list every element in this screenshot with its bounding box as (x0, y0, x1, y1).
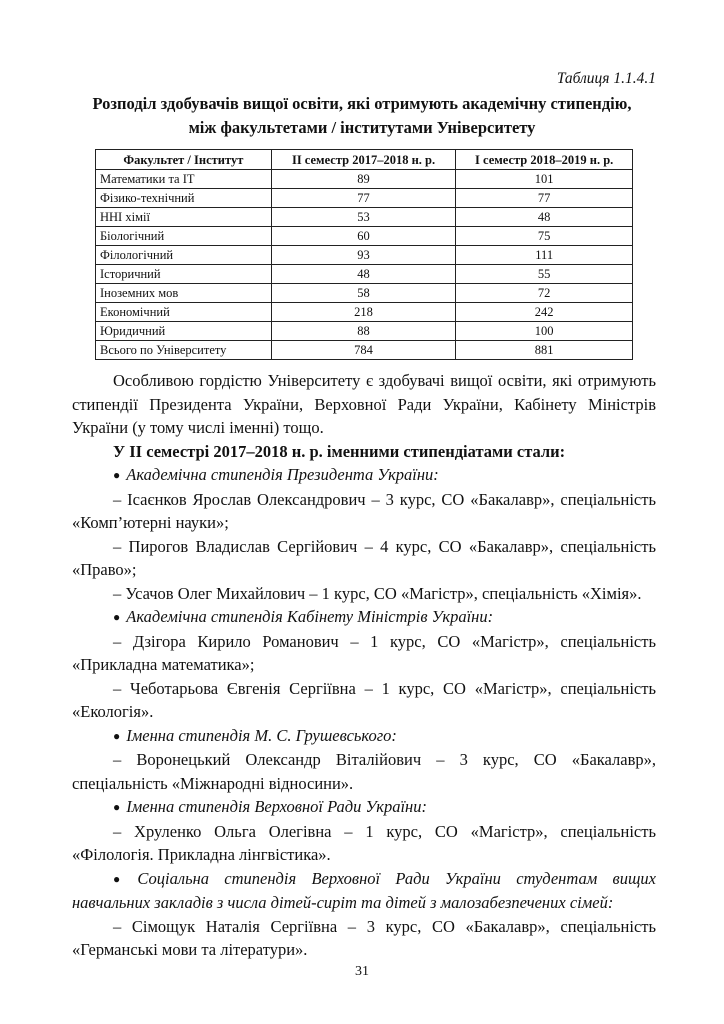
header-faculty: Факультет / Інститут (96, 150, 272, 170)
cell-value: 100 (456, 322, 633, 341)
bullet-icon: ● (113, 871, 132, 886)
bullet-heading: Академічна стипендія Кабінету Міністрів України: (126, 607, 494, 626)
cell-faculty: ННІ хімії (96, 208, 272, 227)
cell-value: 77 (456, 189, 633, 208)
list-item: – Усачов Олег Михайлович – 1 курс, СО «Магістр», спеціальність «Хімія». (113, 583, 642, 603)
cell-value: 55 (456, 265, 633, 284)
cell-value: 48 (456, 208, 633, 227)
cell-faculty: Біологічний (96, 227, 272, 246)
list-item: – Сімощук Наталія Сергіївна – 3 курс, СО «Бакалавр», спеціальність «Германські мови та літератури». (72, 916, 656, 959)
cell-value: 242 (456, 303, 633, 322)
header-semester-2-2017: ІІ семестр 2017–2018 н. р. (271, 150, 456, 170)
cell-value: 218 (271, 303, 456, 322)
cell-value: 77 (271, 189, 456, 208)
bullet-item (72, 463, 656, 488)
bullet-heading: Іменна стипендія М. С. Грушевського: (126, 725, 397, 745)
caption-line-2: між факультетами / інститутами Університету (188, 118, 536, 137)
cell-value: 48 (271, 265, 456, 284)
scholarship-table (95, 149, 633, 360)
table-number: Таблиця 1.1.4.1 (556, 70, 656, 87)
list-item: – Дзігора Кирило Романович – 1 курс, СО «Магістр», спеціальність «Прикладна математика»; (72, 631, 656, 674)
bullet-item (72, 867, 656, 915)
cell-value: 72 (456, 284, 633, 303)
bullet-item (72, 724, 656, 749)
cell-value: 60 (271, 227, 456, 246)
cell-value: 101 (456, 170, 633, 189)
bullet-icon: ● (113, 728, 121, 743)
table-row (96, 246, 633, 265)
cell-value: 881 (456, 341, 633, 360)
cell-faculty: Всього по Університету (96, 341, 272, 360)
cell-faculty: Математики та ІТ (96, 170, 272, 189)
table-row (96, 170, 633, 189)
table-row (96, 322, 633, 341)
cell-faculty: Іноземних мов (96, 284, 272, 303)
bullet-heading: Соціальна стипендія Верховної Ради України студентам вищих навчальних закладів з числа дітей-сиріт та дітей з малозабезпечених сімей: (72, 868, 656, 912)
list-item: – Пирогов Владислав Сергійович – 4 курс, СО «Бакалавр», спеціальність «Право»; (72, 536, 656, 579)
table-row (96, 303, 633, 322)
bullet-item (72, 605, 656, 630)
cell-value: 784 (271, 341, 456, 360)
list-item: – Воронецький Олександр Віталійович – 3 курс, СО «Бакалавр», спеціальність «Міжнародні відносини». (72, 750, 656, 793)
body-text (72, 369, 656, 962)
table-row (96, 208, 633, 227)
cell-faculty: Економічний (96, 303, 272, 322)
section-subheading: У ІІ семестрі 2017–2018 н. р. іменними стипендіатами стали: (113, 441, 566, 461)
bullet-icon: ● (113, 610, 121, 624)
list-item: – Хруленко Ольга Олегівна – 1 курс, СО «Магістр», спеціальність «Філологія. Прикладна лінгвістика». (72, 821, 656, 864)
cell-value: 89 (271, 170, 456, 189)
cell-faculty: Історичний (96, 265, 272, 284)
caption-line-1: Розподіл здобувачів вищої освіти, які отримують академічну стипендію, (92, 94, 632, 113)
table-row (96, 227, 633, 246)
cell-value: 58 (271, 284, 456, 303)
table-row (96, 265, 633, 284)
intro-paragraph: Особливою гордістю Університету є здобувачі вищої освіти, які отримують стипендії Президента України, Верховної Ради України, Кабінету Міністрів України (у тому числі іменні) тощо. (72, 371, 656, 437)
cell-faculty: Фізико-технічний (96, 189, 272, 208)
cell-value: 53 (271, 208, 456, 227)
cell-value: 93 (271, 246, 456, 265)
table-caption (60, 92, 664, 140)
cell-value: 75 (456, 227, 633, 246)
table-header-row (96, 150, 633, 170)
bullet-heading: Академічна стипендія Президента України: (126, 465, 439, 484)
page-number: 31 (355, 964, 369, 979)
table-total-row (96, 341, 633, 360)
header-semester-1-2018: І семестр 2018–2019 н. р. (456, 150, 633, 170)
bullet-item (72, 795, 656, 820)
list-item: – Чеботарьова Євгенія Сергіївна – 1 курс, СО «Магістр», спеціальність «Екологія». (72, 678, 656, 721)
bullet-icon: ● (113, 800, 121, 814)
bullet-icon: ● (113, 468, 121, 482)
cell-value: 111 (456, 246, 633, 265)
bullet-heading: Іменна стипендія Верховної Ради України: (126, 797, 427, 816)
table-row (96, 189, 633, 208)
cell-faculty: Філологічний (96, 246, 272, 265)
list-item: – Ісаєнков Ярослав Олександрович – 3 курс, СО «Бакалавр», спеціальність «Комп’ютерні науки»; (72, 489, 656, 532)
table-row (96, 284, 633, 303)
cell-faculty: Юридичний (96, 322, 272, 341)
cell-value: 88 (271, 322, 456, 341)
